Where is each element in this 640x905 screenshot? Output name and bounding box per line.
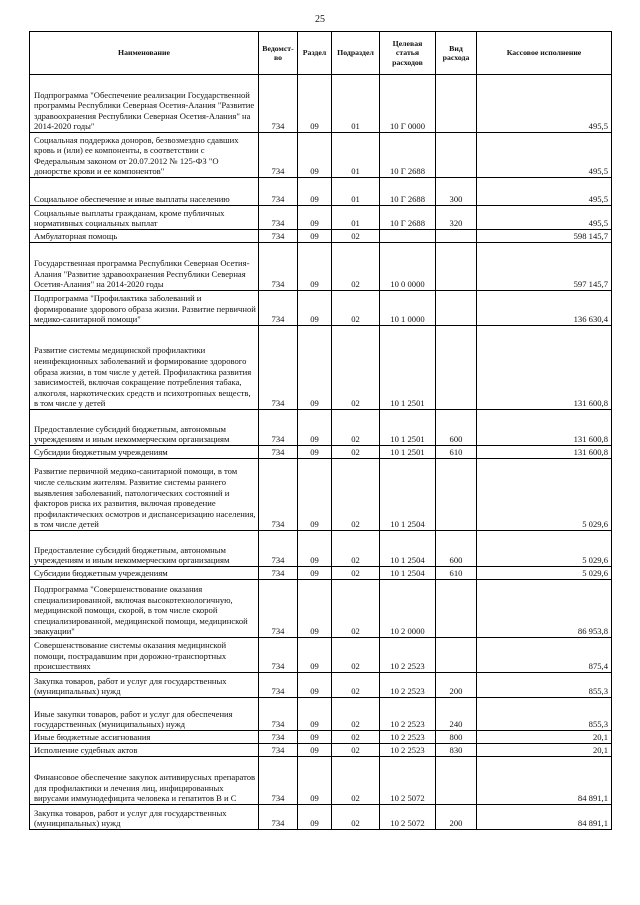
cell-ved: 734: [259, 133, 298, 178]
cell-podrazdel: 02: [332, 673, 380, 698]
cell-ved: 734: [259, 459, 298, 531]
cell-vr: 300: [436, 178, 477, 206]
cell-kass: 855,3: [477, 673, 612, 698]
cell-vr: [436, 243, 477, 291]
table-row: [30, 446, 612, 459]
table-row: [30, 178, 612, 206]
table-row: [30, 567, 612, 580]
cell-razdel: 09: [298, 731, 332, 744]
cell-kass: 598 145,7: [477, 230, 612, 243]
cell-csr: 10 2 2523: [380, 731, 436, 744]
cell-razdel: 09: [298, 133, 332, 178]
cell-razdel: 09: [298, 446, 332, 459]
cell-kass: 495,5: [477, 133, 612, 178]
cell-csr: 10 0 0000: [380, 243, 436, 291]
cell-kass: 5 029,6: [477, 531, 612, 567]
table-row: [30, 410, 612, 446]
cell-ved: 734: [259, 206, 298, 230]
cell-name: Подпрограмма "Совершенствование оказания специализированной, включая высокотехнологичную, медицинской помощи, скорой, в том числе скорой специализированной, медицинской помощи, медицинской эвакуации": [30, 580, 259, 638]
cell-razdel: 09: [298, 206, 332, 230]
cell-name: Иные закупки товаров, работ и услуг для обеспечения государственных (муниципальных) нужд: [30, 698, 259, 731]
table-row: [30, 230, 612, 243]
cell-kass: 131 600,8: [477, 326, 612, 410]
cell-razdel: 09: [298, 698, 332, 731]
cell-csr: 10 1 2504: [380, 567, 436, 580]
cell-name: Подпрограмма "Профилактика заболеваний и формирование здорового образа жизни. Развитие первичной медико-санитарной помощи": [30, 291, 259, 326]
cell-vr: [436, 326, 477, 410]
cell-podrazdel: 01: [332, 178, 380, 206]
table-row: [30, 243, 612, 291]
cell-podrazdel: 02: [332, 744, 380, 757]
cell-vr: 200: [436, 673, 477, 698]
cell-vr: [436, 230, 477, 243]
cell-vr: [436, 75, 477, 133]
cell-name: Исполнение судебных актов: [30, 744, 259, 757]
cell-csr: 10 2 2523: [380, 638, 436, 673]
col-header-vr: Вид расхода: [436, 32, 477, 75]
table-row: [30, 805, 612, 830]
page-number: 25: [315, 14, 325, 25]
cell-ved: 734: [259, 178, 298, 206]
cell-vr: [436, 638, 477, 673]
cell-name: Иные бюджетные ассигнования: [30, 731, 259, 744]
cell-kass: 495,5: [477, 75, 612, 133]
cell-name: Закупка товаров, работ и услуг для государственных (муниципальных) нужд: [30, 805, 259, 830]
cell-csr: [380, 230, 436, 243]
cell-podrazdel: 02: [332, 580, 380, 638]
cell-kass: 86 953,8: [477, 580, 612, 638]
cell-razdel: 09: [298, 243, 332, 291]
cell-ved: 734: [259, 698, 298, 731]
cell-vr: 830: [436, 744, 477, 757]
cell-razdel: 09: [298, 75, 332, 133]
col-header-kass: Кассовое исполнение: [477, 32, 612, 75]
cell-ved: 734: [259, 673, 298, 698]
cell-razdel: 09: [298, 757, 332, 805]
table-row: [30, 75, 612, 133]
cell-name: Субсидии бюджетным учреждениям: [30, 446, 259, 459]
cell-name: Субсидии бюджетным учреждениям: [30, 567, 259, 580]
cell-kass: 597 145,7: [477, 243, 612, 291]
table-row: [30, 744, 612, 757]
cell-ved: 734: [259, 410, 298, 446]
col-header-razdel: Раздел: [298, 32, 332, 75]
cell-ved: 734: [259, 805, 298, 830]
cell-kass: 495,5: [477, 206, 612, 230]
cell-razdel: 09: [298, 580, 332, 638]
cell-kass: 136 630,4: [477, 291, 612, 326]
cell-vr: 600: [436, 410, 477, 446]
table-row: [30, 531, 612, 567]
cell-csr: 10 2 2523: [380, 744, 436, 757]
cell-ved: 734: [259, 638, 298, 673]
cell-name: Социальное обеспечение и иные выплаты населению: [30, 178, 259, 206]
cell-ved: 734: [259, 567, 298, 580]
cell-podrazdel: 02: [332, 230, 380, 243]
cell-kass: 5 029,6: [477, 459, 612, 531]
cell-name: Предоставление субсидий бюджетным, автономным учреждениям и иным некоммерческим организациям: [30, 531, 259, 567]
cell-csr: 10 1 2501: [380, 410, 436, 446]
cell-csr: 10 2 5072: [380, 805, 436, 830]
col-header-csr: Целевая статья расходов: [380, 32, 436, 75]
cell-name: Социальные выплаты гражданам, кроме публичных нормативных социальных выплат: [30, 206, 259, 230]
table-row: [30, 698, 612, 731]
table-row: [30, 459, 612, 531]
cell-kass: 84 891,1: [477, 757, 612, 805]
cell-vr: 610: [436, 567, 477, 580]
cell-vr: [436, 580, 477, 638]
cell-kass: 20,1: [477, 744, 612, 757]
cell-vr: 320: [436, 206, 477, 230]
cell-name: Амбулаторная помощь: [30, 230, 259, 243]
col-header-name: Наименование: [30, 32, 259, 75]
cell-name: Подпрограмма "Обеспечение реализации Государственной программы Республики Северная Осетия-Алания "Развитие здравоохранения Республики Северная Осетия-Алания" на 2014-2020 годы": [30, 75, 259, 133]
cell-podrazdel: 02: [332, 698, 380, 731]
cell-podrazdel: 02: [332, 805, 380, 830]
cell-name: Развитие системы медицинской профилактики неинфекционных заболеваний и формирование здорового образа жизни, в том числе у детей. Профилактика развития зависимостей, включая сокращение потребления табака, алкоголя, наркотических средств и психотропных веществ, в том числе у детей: [30, 326, 259, 410]
cell-name: Государственная программа Республики Северная Осетия-Алания "Развитие здравоохранения Республики Северная Осетия-Алания" на 2014-2020 годы: [30, 243, 259, 291]
cell-kass: 84 891,1: [477, 805, 612, 830]
table-row: [30, 291, 612, 326]
cell-podrazdel: 02: [332, 638, 380, 673]
cell-vr: 800: [436, 731, 477, 744]
cell-razdel: 09: [298, 744, 332, 757]
cell-podrazdel: 02: [332, 757, 380, 805]
table-row: [30, 757, 612, 805]
cell-razdel: 09: [298, 567, 332, 580]
cell-vr: 600: [436, 531, 477, 567]
cell-csr: 10 1 0000: [380, 291, 436, 326]
cell-kass: 855,3: [477, 698, 612, 731]
table-row: [30, 206, 612, 230]
cell-podrazdel: 02: [332, 326, 380, 410]
cell-podrazdel: 02: [332, 531, 380, 567]
cell-razdel: 09: [298, 673, 332, 698]
cell-csr: 10 1 2504: [380, 459, 436, 531]
cell-kass: 131 600,8: [477, 410, 612, 446]
cell-ved: 734: [259, 580, 298, 638]
cell-podrazdel: 02: [332, 567, 380, 580]
cell-name: Развитие первичной медико-санитарной помощи, в том числе сельским жителям. Развитие системы раннего выявления заболеваний, патологических состояний и факторов риска их развития, включая проведение профилактических осмотров и диспансеризацию населения, в том числе детей: [30, 459, 259, 531]
cell-name: Социальная поддержка доноров, безвозмездно сдавших кровь и (или) ее компоненты, в соответствии с Федеральным законом от 20.07.2012 № 125-ФЗ "О донорстве крови и ее компонентов": [30, 133, 259, 178]
cell-csr: 10 2 5072: [380, 757, 436, 805]
cell-razdel: 09: [298, 410, 332, 446]
cell-name: Совершенствование системы оказания медицинской помощи, пострадавшим при дорожно-транспортных происшествиях: [30, 638, 259, 673]
cell-kass: 875,4: [477, 638, 612, 673]
cell-podrazdel: 02: [332, 459, 380, 531]
cell-csr: 10 Г 2688: [380, 178, 436, 206]
cell-razdel: 09: [298, 326, 332, 410]
cell-razdel: 09: [298, 230, 332, 243]
cell-vr: [436, 133, 477, 178]
cell-kass: 131 600,8: [477, 446, 612, 459]
cell-csr: 10 2 2523: [380, 698, 436, 731]
table-row: [30, 133, 612, 178]
cell-csr: 10 1 2504: [380, 531, 436, 567]
cell-vr: 610: [436, 446, 477, 459]
cell-vr: 240: [436, 698, 477, 731]
cell-ved: 734: [259, 230, 298, 243]
cell-podrazdel: 01: [332, 133, 380, 178]
cell-razdel: 09: [298, 805, 332, 830]
cell-razdel: 09: [298, 291, 332, 326]
cell-podrazdel: 01: [332, 75, 380, 133]
cell-podrazdel: 01: [332, 206, 380, 230]
cell-ved: 734: [259, 731, 298, 744]
table-row: [30, 731, 612, 744]
cell-kass: 5 029,6: [477, 567, 612, 580]
cell-csr: 10 Г 0000: [380, 75, 436, 133]
cell-name: Закупка товаров, работ и услуг для государственных (муниципальных) нужд: [30, 673, 259, 698]
table-row: [30, 326, 612, 410]
cell-podrazdel: 02: [332, 291, 380, 326]
cell-name: Финансовое обеспечение закупок антивирусных препаратов для профилактики и лечения лиц, инфицированных вирусами иммунодефицита человека и гепатитов В и С: [30, 757, 259, 805]
cell-razdel: 09: [298, 638, 332, 673]
cell-vr: [436, 291, 477, 326]
cell-ved: 734: [259, 243, 298, 291]
cell-vr: 200: [436, 805, 477, 830]
cell-csr: 10 1 2501: [380, 446, 436, 459]
cell-ved: 734: [259, 531, 298, 567]
cell-ved: 734: [259, 744, 298, 757]
cell-razdel: 09: [298, 531, 332, 567]
col-header-podrazdel: Подраздел: [332, 32, 380, 75]
table-row: [30, 580, 612, 638]
cell-csr: 10 1 2501: [380, 326, 436, 410]
col-header-ved: Ведомст-во: [259, 32, 298, 75]
cell-ved: 734: [259, 75, 298, 133]
cell-ved: 734: [259, 446, 298, 459]
cell-podrazdel: 02: [332, 243, 380, 291]
cell-podrazdel: 02: [332, 446, 380, 459]
cell-kass: 20,1: [477, 731, 612, 744]
cell-csr: 10 Г 2688: [380, 206, 436, 230]
table-row: [30, 673, 612, 698]
table-header-row: [30, 32, 612, 75]
budget-table: [29, 31, 612, 830]
cell-vr: [436, 757, 477, 805]
cell-ved: 734: [259, 757, 298, 805]
cell-kass: 495,5: [477, 178, 612, 206]
cell-razdel: 09: [298, 178, 332, 206]
cell-csr: 10 Г 2688: [380, 133, 436, 178]
cell-podrazdel: 02: [332, 731, 380, 744]
cell-csr: 10 2 2523: [380, 673, 436, 698]
cell-razdel: 09: [298, 459, 332, 531]
cell-ved: 734: [259, 326, 298, 410]
cell-name: Предоставление субсидий бюджетным, автономным учреждениям и иным некоммерческим организациям: [30, 410, 259, 446]
cell-csr: 10 2 0000: [380, 580, 436, 638]
cell-podrazdel: 02: [332, 410, 380, 446]
table-row: [30, 638, 612, 673]
cell-ved: 734: [259, 291, 298, 326]
cell-vr: [436, 459, 477, 531]
